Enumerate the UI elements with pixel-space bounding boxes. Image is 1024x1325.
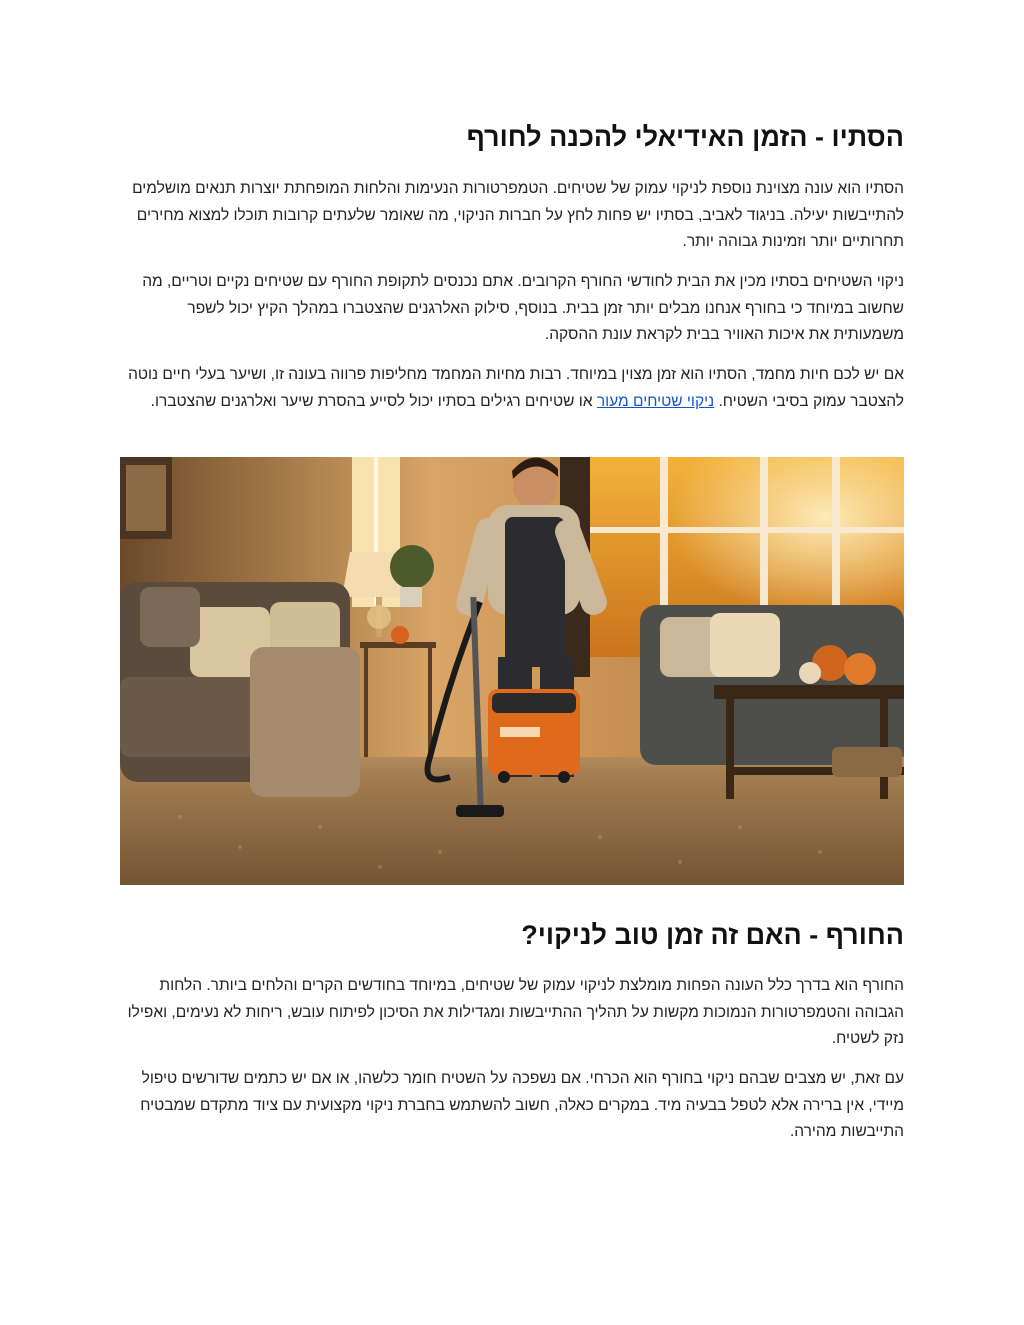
- paragraph-autumn-intro: הסתיו הוא עונה מצוינת נוספת לניקוי עמוק של שטיחים. הטמפרטורות הנעימות והלחות המופחתת יוצרות תנאים מושלמים להתייבשות יעילה. בניגוד לאביב, בסתיו יש פחות לחץ על חברות הניקוי, מה שאומר שלעתים קרובות תוכלו למצוא מחירים תחרותיים יותר וזמינות גבוהה יותר.: [132, 180, 904, 250]
- paragraph-autumn-pets: [120, 362, 904, 415]
- paragraph-pets-before: אם יש לכם חיות מחמד, הסתיו הוא זמן מצוין במיוחד. רבות מחיות המחמד מחליפות פרווה בעונה זו, ושיער בעלי חיים נוטה להצטבר עמוק בסיבי השטיח.: [128, 366, 904, 410]
- paragraph-winter-exceptions: עם זאת, יש מצבים שבהם ניקוי בחורף הוא הכרחי. אם נשפכה על השטיח חומר כלשהו, או אם יש כתמים שדורשים טיפול מיידי, אין ברירה אלא לטפל בבעיה מיד. במקרים כאלה, חשוב להשתמש בחברת ניקוי מקצועית עם ציוד מתקדם שמבטיח התייבשות מהירה.: [140, 1070, 904, 1140]
- living-room-vacuuming-photo: [120, 457, 904, 885]
- paragraph-pets-after: או שטיחים רגילים בסתיו יכול לסייע בהסרת שיער ואלרגנים שהצטברו.: [150, 392, 593, 410]
- paragraph-winter-intro: החורף הוא בדרך כלל העונה הפחות מומלצת לניקוי עמוק של שטיחים, במיוחד בחודשים הקרים והלחים ביותר. הלחות הגבוהה והטמפרטורות הנמוכות מקשות על תהליך ההתייבשות ומגדילות את הסיכון לפיתוח עובש, ריחות לא נעימים, ואפילו נזק לשטיח.: [127, 977, 904, 1047]
- paragraph-autumn-winter-prep: ניקוי השטיחים בסתיו מכין את הבית לחודשי החורף הקרובים. אתם נכנסים לתקופת החורף עם שטיחים נקיים וטריים, מה שחשוב במיוחד כי בחורף אנחנו מבלים יותר זמן בבית. בנוסף, סילוק האלרגנים שהצטברו במהלך הקיץ יכול לשפר משמעותית את איכות האוויר בבית לקראת עונת ההסקה.: [142, 273, 904, 343]
- leather-carpet-cleaning-link[interactable]: ניקוי שטיחים מעור: [596, 392, 715, 410]
- section-heading-winter: החורף - האם זה זמן טוב לניקוי?: [521, 920, 904, 950]
- section-heading-autumn: הסתיו - הזמן האידיאלי להכנה לחורף: [466, 122, 904, 152]
